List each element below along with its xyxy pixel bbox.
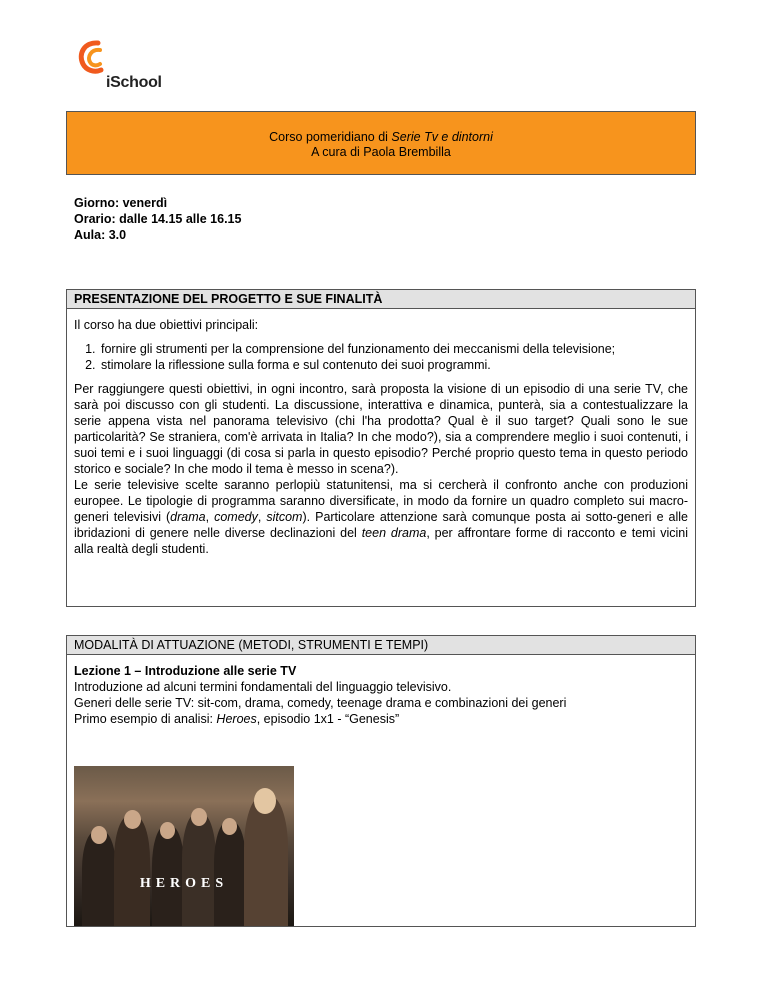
project-section-body	[67, 309, 695, 567]
course-header-box	[66, 111, 696, 175]
genre-drama: drama	[170, 510, 206, 524]
genre-comedy: comedy	[214, 510, 258, 524]
poster-title: HEROES	[139, 876, 229, 891]
course-title: Serie Tv e dintorni	[391, 130, 493, 144]
schedule-time: Orario: dalle 14.15 alle 16.15	[74, 212, 242, 226]
methods-section-body	[67, 655, 695, 891]
lesson-title: Lezione 1 – Introduzione alle serie TV	[74, 664, 297, 678]
description-paragraph-2	[74, 477, 688, 557]
series-title: Heroes	[216, 712, 257, 726]
methods-section-heading: MODALITÀ DI ATTUAZIONE (METODI, STRUMENTI E TEMPI)	[67, 636, 695, 655]
genre-teen-drama: teen drama	[361, 526, 427, 540]
lesson-line-1: Introduzione ad alcuni termini fondamentali del linguaggio televisivo.	[74, 680, 452, 694]
para2-sep: ,	[257, 510, 267, 524]
description-paragraph-1: Per raggiungere questi obiettivi, in ogni incontro, sarà proposta la visione di un episodio di una serie TV, che sarà poi discusso con gli studenti. La discussione, interattiva e dinamica, punterà, sia a contestualizzare la serie appena vista nel panorama televisivo (chi l'ha prodotta? Qual è il suo target? Quali sono le sue particolarità? Se straniera, com'è arrivata in Italia? In che modo?), sia a comprendere meglio i suoi contenuti, i suoi temi e i suoi linguaggi (di cosa si parla in questo episodio? Perché proprio questo tema in questo periodo storico e sociale? In che modo il tema è messo in scena?).	[74, 382, 688, 476]
goals-intro: Il corso ha due obiettivi principali:	[74, 318, 259, 332]
lesson-line-3	[74, 711, 688, 727]
heroes-poster-image	[74, 766, 294, 926]
goal-item: 2. stimolare la riflessione sulla forma e sul contenuto dei suoi programmi.	[99, 357, 688, 373]
para2-sep: ,	[205, 510, 215, 524]
para2-text-b: ). Particolare attenzione sarà comunque posta ai sotto-generi e alle ibridazioni di genere nelle diverse declinazioni del	[74, 510, 688, 540]
schedule-room: Aula: 3.0	[74, 228, 127, 242]
genre-sitcom: sitcom	[266, 510, 303, 524]
schedule-day: Giorno: venerdì	[74, 196, 168, 210]
para2-text-a: Le serie televisive scelte saranno perlopiù statunitensi, ma si cercherà il confronto anche con produzioni europee. Le tipologie di programma saranno diversificate, in modo da fornire un quadro completo sui macro-generi televisivi (	[74, 478, 688, 524]
lesson-line-3-suffix: , episodio 1x1 - “Genesis”	[256, 712, 400, 726]
lesson-line-3-prefix: Primo esempio di analisi:	[74, 712, 217, 726]
course-author: A cura di Paola Brembilla	[311, 145, 451, 159]
course-title-prefix: Corso pomeridiano di	[269, 130, 392, 144]
lesson-line-2: Generi delle serie TV: sit-com, drama, comedy, teenage drama e combinazioni dei generi	[74, 696, 567, 710]
para2-text-c: , per affrontare forme di racconto e temi vicini alla realtà degli studenti.	[74, 526, 689, 556]
methods-section	[66, 635, 696, 927]
project-section	[66, 289, 696, 607]
goals-list	[74, 341, 688, 373]
ischool-logo	[74, 40, 184, 96]
goal-item: 1. fornire gli strumenti per la comprensione del funzionamento dei meccanismi della televisione;	[99, 341, 688, 357]
logo-text: iSchool	[106, 74, 162, 91]
project-section-heading: PRESENTAZIONE DEL PROGETTO E SUE FINALITÀ	[67, 290, 695, 309]
schedule-info	[74, 195, 241, 243]
course-title-line	[67, 130, 695, 145]
